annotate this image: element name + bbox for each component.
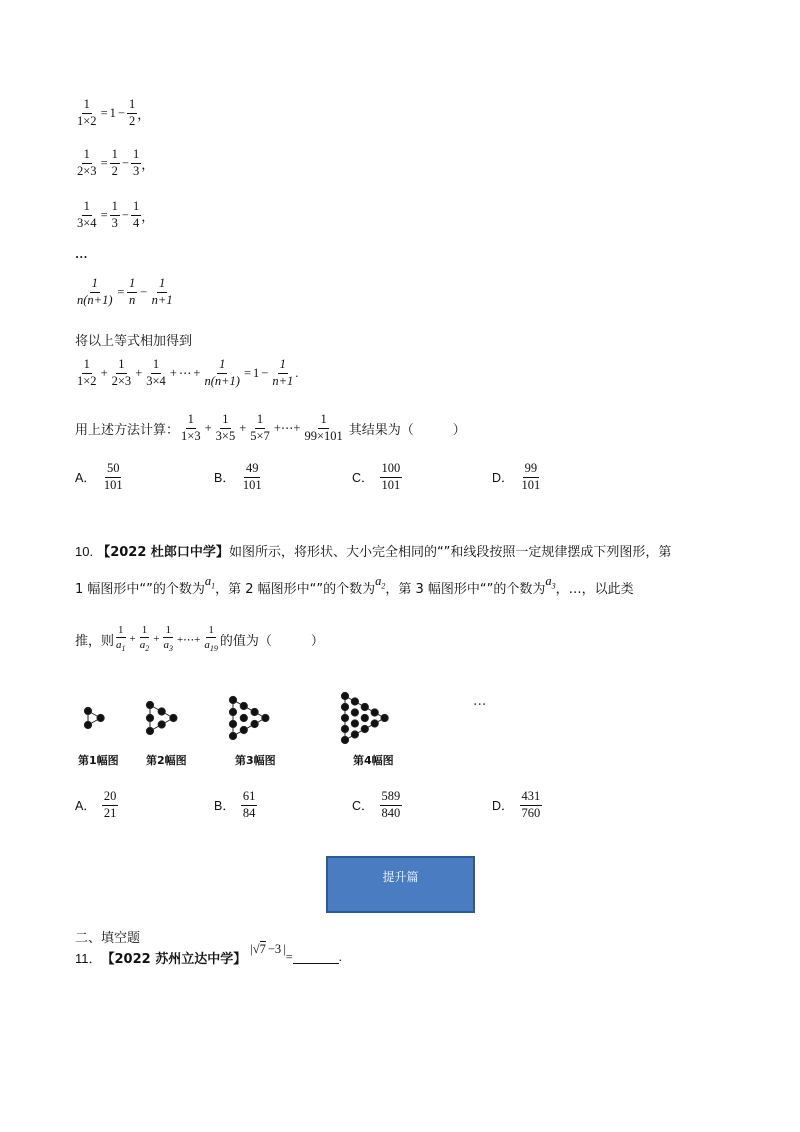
- figure-dot: [361, 703, 368, 710]
- figure-label: 第1幅图: [78, 754, 119, 767]
- q9-option-d[interactable]: D． $\frac{99}{101}$: [492, 461, 541, 492]
- q10-option-d[interactable]: D． $\frac{431}{760}$: [492, 789, 541, 820]
- figure-dot: [146, 714, 153, 721]
- figure-dot: [240, 702, 247, 709]
- q9-option-b[interactable]: B． $\frac{49}{101}$: [214, 461, 262, 492]
- q10-option-b[interactable]: B． $\frac{61}{84}$: [214, 789, 256, 820]
- figure-dot: [84, 721, 91, 728]
- figure-label: 第4幅图: [353, 754, 394, 767]
- figure-dot: [229, 732, 236, 739]
- figure-dot: [97, 714, 104, 721]
- q10-option-c[interactable]: C． $\frac{589}{840}$: [352, 789, 401, 820]
- figure-edge: [233, 718, 265, 736]
- figures-ellipsis: ···: [473, 697, 487, 713]
- equation-2: $\frac{1}{2\times 3}$ = $\frac{1}{2}$ − $\frac{1}{3}$ ，: [77, 147, 155, 178]
- figure-dot: [351, 709, 358, 716]
- figure-dot: [361, 725, 368, 732]
- figure-dot: [170, 714, 177, 721]
- figure-dot: [381, 714, 388, 721]
- question-10-line2: 1 幅图形中“”的个数为$a_1$，第 2 幅图形中“”的个数为$a_2$，第 3 幅图形中“”的个数为$a_3$，…，以此类: [75, 574, 634, 597]
- equation-1: $\frac{1}{1\times 2}$ = 1 − $\frac{1}{2}$ ，: [77, 97, 151, 128]
- q9-option-a[interactable]: A． $\frac{50}{101}$: [75, 461, 123, 492]
- question-11: 11． 【2022 苏州立达中学】 |√7 −3 | = .: [75, 942, 342, 967]
- figure-dot: [146, 701, 153, 708]
- figure-dot: [251, 720, 258, 727]
- section-heading: 二、填空题: [75, 931, 141, 946]
- question-9-stem: 用上述方法计算： $\frac{1}{1\times 3}$ + $\frac{1}{3\times 5}$ + $\frac{1}{5\times 7}$ +⋯+ $\frac{1}{99\times 101}$ 其结果为（ ）: [75, 412, 466, 443]
- figure-label: 第2幅图: [146, 754, 187, 767]
- add-instruction: 将以上等式相加得到: [75, 334, 193, 349]
- section-banner: 提升篇: [326, 856, 475, 913]
- question-10-line1: 10. 【2022 杜郎口中学】如图所示，将形状、大小完全相同的“”和线段按照一定规律摆成下列图形，第: [75, 544, 672, 560]
- figure-edge: [233, 700, 265, 718]
- figure-dot: [371, 720, 378, 727]
- figure-dot: [341, 703, 348, 710]
- figure-dot: [361, 714, 368, 721]
- abs-expression: |√7 −3 |: [250, 942, 286, 956]
- figure-dot: [146, 727, 153, 734]
- figure-dot: [240, 726, 247, 733]
- figure-dot: [240, 714, 247, 721]
- q10-option-a[interactable]: A． $\frac{20}{21}$: [75, 789, 117, 820]
- figure-dot: [229, 720, 236, 727]
- figure-dot: [341, 725, 348, 732]
- equation-general: $\frac{1}{n(n+1)}$ = $\frac{1}{n}$ − $\frac{1}{n+1}$: [77, 276, 173, 307]
- fraction: $\frac{1}{2}$: [128, 97, 136, 128]
- q9-option-c[interactable]: C． $\frac{100}{101}$: [352, 461, 401, 492]
- figure-dot: [229, 708, 236, 715]
- figure-label: 第3幅图: [235, 754, 276, 767]
- figure-dot: [341, 692, 348, 699]
- dot-pattern-figures: [70, 672, 510, 776]
- figure-dot: [251, 708, 258, 715]
- equation-3: $\frac{1}{3\times 4}$ = $\frac{1}{3}$ − $\frac{1}{4}$ ，: [77, 199, 155, 230]
- figure-dot: [351, 698, 358, 705]
- figure-dot: [371, 709, 378, 716]
- figure-dot: [351, 731, 358, 738]
- figure-dot: [262, 714, 269, 721]
- question-10-line3: 推，则 $\frac{1}{a_1}$ + $\frac{1}{a_2}$ + $\frac{1}{a_3}$ +⋯+ $\frac{1}{a_{19}}$ 的值为（ ）: [75, 624, 324, 654]
- figure-dot: [84, 707, 91, 714]
- fraction: $\frac{1}{1\times 2}$: [77, 97, 97, 128]
- figure-dot: [158, 708, 165, 715]
- figure-dot: [229, 696, 236, 703]
- answer-blank[interactable]: [293, 951, 339, 964]
- figure-dot: [341, 736, 348, 743]
- ellipsis: …: [75, 247, 88, 261]
- sum-equation: $\frac{1}{1\times 2}$ + $\frac{1}{2\times 3}$ + $\frac{1}{3\times 4}$ + ⋯ + $\frac{1}{n(n+1)}$ = 1 − $\frac{1}{n+1}$ .: [77, 357, 299, 388]
- figure-dot: [351, 720, 358, 727]
- figure-dot: [158, 721, 165, 728]
- figure-dot: [341, 714, 348, 721]
